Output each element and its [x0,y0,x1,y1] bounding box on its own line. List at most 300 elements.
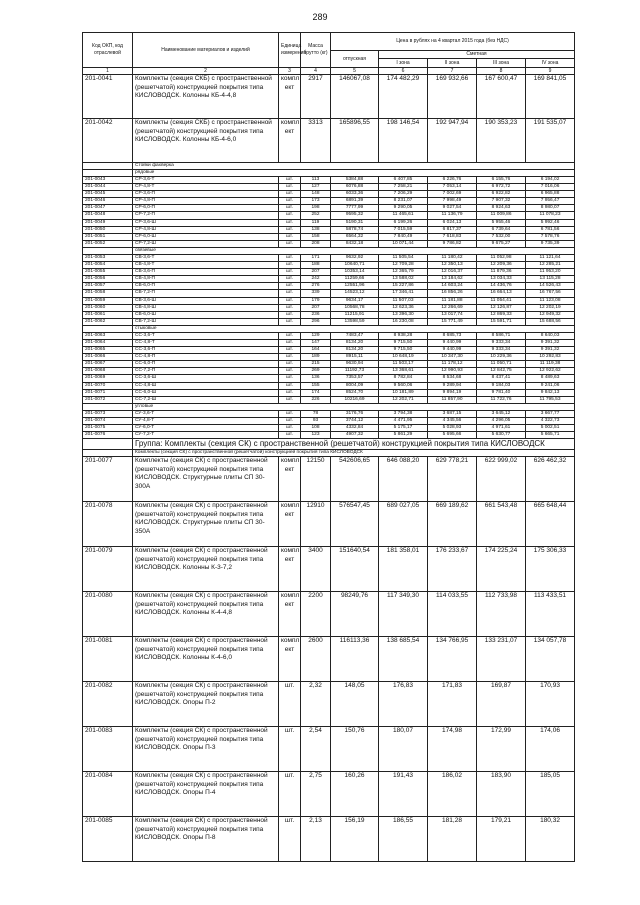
cell-z4: 14 526,43 [526,283,575,290]
cell-mass: 173 [301,198,331,205]
cell-z3: 183,90 [477,772,526,817]
cell-z4: 665 648,44 [526,502,575,547]
cell-z2: 6 024,13 [428,219,477,226]
cell-z2: 12 350,13 [428,262,477,269]
cell-unit: шт. [279,368,301,375]
cell-name: СВ-3,6-Т [133,254,279,261]
table-row [83,254,575,261]
cell-z3: 622 999,02 [477,457,526,502]
table-row [83,347,575,354]
cell-z4: 134 057,78 [526,637,575,682]
table-row [83,212,575,219]
cell-z1: 3 794,38 [379,410,428,417]
cell-name: СВ-3,6-П [133,269,279,276]
cell-z2: 11 180,42 [428,254,477,261]
cell-mass: 276 [301,283,331,290]
cell-unit: шт. [279,262,301,269]
cell-z2: 15 771,49 [428,318,477,325]
cell-z3: 112 733,98 [477,592,526,637]
cell-z4: 626 462,32 [526,457,575,502]
cell-z1: 10 648,19 [379,354,428,361]
cell-mass: 158 [301,233,331,240]
header-name: Наименование материалов и изделий [133,33,279,68]
cell-mass: 2,54 [301,727,331,772]
cell-unit: шт. [279,375,301,382]
cell-otp: 6564,32 [331,233,379,240]
cell-code: 201-0052 [83,240,133,247]
cell-unit: компл ект [279,637,301,682]
cell-z2: 4 345,56 [428,417,477,424]
table-row [83,375,575,382]
cell-unit: шт. [279,354,301,361]
cell-z1: 6 199,26 [379,219,428,226]
cell-z1: 11 503,17 [379,361,428,368]
cell-unit: компл ект [279,502,301,547]
cell-z3: 6 972,72 [477,184,526,191]
cell-unit: шт. [279,311,301,318]
cell-mass: 207 [301,304,331,311]
cell-z4: 185,05 [526,772,575,817]
cell-mass: 119 [301,219,331,226]
cell-z2: 12 016,37 [428,269,477,276]
cell-z4: 175 306,33 [526,547,575,592]
cell-mass: 12150 [301,457,331,502]
cell-otp: 13598,59 [331,318,379,325]
cell-name: СС-3,6-П [133,347,279,354]
cell-otp: 151640,54 [331,547,379,592]
cell-name: СР-3,6-Т [133,177,279,184]
cell-mass: 138 [301,226,331,233]
cell-z4: 11 078,23 [526,212,575,219]
section-label: связевые [133,247,575,254]
cell-name: СУ-3,6-Т [133,410,279,417]
cell-mass: 127 [301,184,331,191]
cell-z2: 13 184,62 [428,276,477,283]
cell-z1: 176,83 [379,682,428,727]
col-index: 8 [477,68,526,75]
cell-mass: 78 [301,410,331,417]
cell-z3: 6 739,64 [477,226,526,233]
cell-mass: 269 [301,368,331,375]
cell-z4: 3 667,77 [526,410,575,417]
cell-name: СС-4,8-Т [133,339,279,346]
table-row [83,547,575,592]
header-zone-2: II зона [428,59,477,68]
cell-z2: 9 289,94 [428,382,477,389]
cell-name: СС-6,0-П [133,361,279,368]
cell-z1: 180,07 [379,727,428,772]
cell-name: Комплекты (секция СКБ) с пространственной (решетчатой) конструкцией покрытия типа КИСЛОВОДСК. Колонны КБ-4-4,8 [133,75,279,119]
cell-z2: 16 856,26 [428,290,477,297]
cell-unit: шт. [279,817,301,862]
cell-z1: 11 507,03 [379,297,428,304]
cell-otp: 11215,91 [331,311,379,318]
cell-code: 201-0071 [83,389,133,396]
cell-name: Комплекты (секция СКБ) с пространственной (решетчатой) конструкцией покрытия типа КИСЛОВОДСК. Колонны КБ-4-6,0 [133,119,279,163]
cell-z2: 174,98 [428,727,477,772]
cell-mass: 339 [301,290,331,297]
header-otp: отпускная [331,51,379,68]
section-title: Стойки фахверка [133,163,575,170]
cell-code: 201-0061 [83,311,133,318]
cell-name: Комплекты (секция СК) с пространственной (решетчатой) конструкцией покрытия типа КИСЛОВОДСК. Структурные плиты СП 30-350А [133,502,279,547]
table-row [83,339,575,346]
cell-z2: 11 857,90 [428,396,477,403]
cell-code: 201-0042 [83,119,133,163]
cell-z2: 134 766,95 [428,637,477,682]
cell-z2: 7 618,83 [428,233,477,240]
cell-otp: 146067,08 [331,75,379,119]
cell-mass: 12910 [301,502,331,547]
cell-z4: 5 002,51 [526,425,575,432]
header-mass: Масса брутто (кг) [301,33,331,68]
cell-unit: компл ект [279,592,301,637]
cell-z4: 8 980,07 [526,205,575,212]
cell-unit: шт. [279,297,301,304]
header-zone-3: III зона [477,59,526,68]
cell-z4: 10 292,83 [526,354,575,361]
cell-unit: шт. [279,389,301,396]
cell-mass: 2,75 [301,772,331,817]
cell-code: 201-0070 [83,382,133,389]
cell-z3: 10 229,36 [477,354,526,361]
table-row [83,361,575,368]
cell-mass: 129 [301,332,331,339]
cell-z1: 7 206,29 [379,191,428,198]
cell-unit: шт. [279,212,301,219]
header-zone-1: I зона [379,59,428,68]
cell-name: СР-7,2-Ш [133,240,279,247]
cell-z3: 4 296,05 [477,417,526,424]
cell-z2: 6 817,37 [428,226,477,233]
cell-z1: 4 471,95 [379,417,428,424]
cell-z1: 7 840,49 [379,233,428,240]
cell-name: СС-7,2-Ш [133,396,279,403]
cell-z2: 14 603,24 [428,283,477,290]
cell-z1: 15 227,86 [379,283,428,290]
cell-z4: 13 115,28 [526,276,575,283]
cell-otp: 10640,71 [331,262,379,269]
column-index-row [83,68,575,75]
cell-z3: 11 879,36 [477,269,526,276]
cell-z4: 7 578,76 [526,233,575,240]
cell-z1: 10 181,89 [379,389,428,396]
table-row [83,682,575,727]
cell-z2: 12 990,93 [428,368,477,375]
cell-z2: 9 786,82 [428,240,477,247]
cell-code: 201-0084 [83,772,133,817]
table-row [83,457,575,502]
cell-unit: шт. [279,254,301,261]
cell-z4: 12 202,19 [526,304,575,311]
cell-z2: 669 189,62 [428,502,477,547]
cell-z3: 9 781,40 [477,389,526,396]
cell-otp: 4332,84 [331,425,379,432]
cell-code: 201-0047 [83,205,133,212]
cell-z4: 12 949,32 [526,311,575,318]
cell-otp: 3744,12 [331,417,379,424]
cell-otp: 6076,88 [331,184,379,191]
table-row [83,311,575,318]
col-index: 1 [83,68,133,75]
cell-z4: 5 992,46 [526,219,575,226]
cell-code: 201-0041 [83,75,133,119]
cell-name: Комплекты (секция СК) с пространственной (решетчатой) конструкцией покрытия типа КИСЛОВОДСК. Колонны К-4-6,0 [133,637,279,682]
cell-z4: 11 123,08 [526,297,575,304]
cell-code: 201-0054 [83,262,133,269]
cell-z2: 8 685,73 [428,332,477,339]
cell-mass: 215 [301,361,331,368]
col-index: 3 [279,68,301,75]
table-row [83,219,575,226]
cell-z3: 9 333,34 [477,347,526,354]
cell-unit: шт. [279,233,301,240]
cell-z2: 9 440,99 [428,347,477,354]
cell-code: 201-0076 [83,432,133,439]
cell-z1: 9 715,50 [379,347,428,354]
cell-z3: 3 645,12 [477,410,526,417]
cell-otp: 3176,76 [331,410,379,417]
cell-otp: 7353,57 [331,375,379,382]
cell-mass: 93 [301,417,331,424]
cell-unit: шт. [279,332,301,339]
cell-name: Комплекты (секция СК) с пространственной (решетчатой) конструкцией покрытия типа КИСЛОВОДСК. Структурные плиты СП 30-300А [133,457,279,502]
cell-z4: 191 535,07 [526,119,575,163]
cell-z3: 4 971,61 [477,425,526,432]
table-row [83,269,575,276]
cell-otp: 116113,36 [331,637,379,682]
table-row [83,198,575,205]
group-title: Группа: Комплекты (секция СК) с пространственной (решетчатой) конструкцией покрытия типа КИСЛОВОДСК [133,439,575,450]
cell-z4: 6 194,02 [526,177,575,184]
cell-code: 201-0081 [83,637,133,682]
table-row [83,184,575,191]
cell-name: Комплекты (секция СК) с пространственной (решетчатой) конструкцией покрытия типа КИСЛОВОДСК. Опоры П-8 [133,817,279,862]
cell-z1: 9 290,05 [379,205,428,212]
cell-z4: 11 953,20 [526,269,575,276]
cell-name: СС-6,0-Ш [133,389,279,396]
cell-name: СС-4,8-Ш [133,382,279,389]
cell-otp: 9630,94 [331,361,379,368]
table-row [83,262,575,269]
cell-otp: 4907,32 [331,432,379,439]
cell-z1: 13 368,61 [379,368,428,375]
cell-z3: 16 664,13 [477,290,526,297]
page-number: 289 [312,12,328,22]
cell-z1: 12 623,36 [379,304,428,311]
cell-mass: 148 [301,191,331,198]
cell-mass: 208 [301,240,331,247]
cell-unit: шт. [279,318,301,325]
cell-z2: 169 932,66 [428,75,477,119]
cell-code: 201-0066 [83,354,133,361]
cell-z4: 113 433,51 [526,592,575,637]
table-row [83,290,575,297]
cell-z3: 8 586,71 [477,332,526,339]
cell-unit: шт. [279,226,301,233]
cell-z3: 7 907,32 [477,198,526,205]
cell-otp: 12551,96 [331,283,379,290]
cell-z1: 13 588,02 [379,276,428,283]
cell-z4: 180,32 [526,817,575,862]
cell-mass: 2600 [301,637,331,682]
cell-unit: компл ект [279,547,301,592]
col-index: 4 [301,68,331,75]
cell-mass: 136 [301,375,331,382]
price-table [82,32,575,862]
cell-name: СУ-7,2-Т [133,432,279,439]
cell-mass: 189 [301,354,331,361]
cell-z1: 12 709,28 [379,262,428,269]
cell-code: 201-0079 [83,547,133,592]
cell-z3: 12 842,75 [477,368,526,375]
cell-mass: 147 [301,339,331,346]
cell-z4: 169 841,05 [526,75,575,119]
table-row [83,382,575,389]
cell-z1: 12 202,71 [379,396,428,403]
cell-otp: 98249,76 [331,592,379,637]
cell-z4: 16 767,56 [526,290,575,297]
cell-z2: 11 181,88 [428,297,477,304]
cell-z3: 5 630,77 [477,432,526,439]
table-row [83,425,575,432]
col-index: 9 [526,68,575,75]
cell-mass: 171 [301,254,331,261]
cell-name: СР-7,2-П [133,212,279,219]
table-row [83,205,575,212]
cell-mass: 2,13 [301,817,331,862]
cell-z3: 9 675,27 [477,240,526,247]
cell-name: СР-3,6-П [133,191,279,198]
cell-z1: 138 685,54 [379,637,428,682]
cell-z3: 12 209,36 [477,262,526,269]
cell-name: СВ-3,6-Ш [133,297,279,304]
cell-name: СВ-7,2-Ш [133,318,279,325]
cell-unit: шт. [279,198,301,205]
cell-z1: 8 938,28 [379,332,428,339]
cell-z2: 181,28 [428,817,477,862]
cell-name: Комплекты (секция СК) с пространственной (решетчатой) конструкцией покрытия типа КИСЛОВОДСК. Опоры П-3 [133,727,279,772]
cell-z4: 15 688,56 [526,318,575,325]
cell-z2: 8 534,68 [428,375,477,382]
cell-otp: 9632,92 [331,254,379,261]
cell-z3: 8 437,41 [477,375,526,382]
cell-z1: 646 088,20 [379,457,428,502]
cell-unit: компл ект [279,119,301,163]
cell-mass: 179 [301,297,331,304]
cell-otp: 7483,47 [331,332,379,339]
cell-z4: 6 781,56 [526,226,575,233]
cell-z1: 174 482,29 [379,75,428,119]
cell-code: 201-0083 [83,727,133,772]
cell-z1: 9 560,06 [379,382,428,389]
table-row [83,727,575,772]
cell-z2: 7 998,49 [428,198,477,205]
cell-code: 201-0073 [83,410,133,417]
cell-code: 201-0062 [83,318,133,325]
cell-z3: 11 722,76 [477,396,526,403]
section-label: угловые [133,403,575,410]
cell-unit: шт. [279,382,301,389]
cell-code: 201-0043 [83,177,133,184]
cell-name: СС-3,6-Т [133,332,279,339]
cell-unit: компл ект [279,75,301,119]
cell-name: СВ-6,0-П [133,283,279,290]
cell-otp: 156,19 [331,817,379,862]
header-price-group: Цена в рублях на 4 квартал 2015 года (без НДС) [331,33,575,51]
cell-z4: 9 735,39 [526,240,575,247]
cell-z4: 6 965,88 [526,191,575,198]
cell-otp: 8004,09 [331,382,379,389]
cell-unit: шт. [279,682,301,727]
cell-unit: шт. [279,304,301,311]
cell-z1: 17 346,41 [379,290,428,297]
cell-mass: 236 [301,311,331,318]
cell-z1: 5 175,17 [379,425,428,432]
cell-code: 201-0067 [83,361,133,368]
cell-otp: 150,76 [331,727,379,772]
cell-z1: 198 146,54 [379,119,428,163]
cell-z2: 5 695,66 [428,432,477,439]
cell-mass: 123 [301,432,331,439]
cell-z1: 689 027,05 [379,502,428,547]
table-row [83,297,575,304]
cell-code: 201-0065 [83,347,133,354]
cell-z2: 7 002,69 [428,191,477,198]
header-unit: Единица измерения [279,33,301,68]
cell-code: 201-0077 [83,457,133,502]
cell-unit: шт. [279,219,301,226]
cell-name: СВ-4,8-Ш [133,304,279,311]
cell-z2: 629 778,21 [428,457,477,502]
cell-unit: шт. [279,425,301,432]
col-index: 7 [428,68,477,75]
cell-code: 201-0058 [83,290,133,297]
cell-unit: шт. [279,417,301,424]
table-row [83,396,575,403]
cell-unit: шт. [279,240,301,247]
cell-unit: шт. [279,283,301,290]
table-row [83,389,575,396]
cell-mass: 198 [301,205,331,212]
cell-z2: 11 178,12 [428,361,477,368]
cell-code: 201-0085 [83,817,133,862]
cell-name: СР-6,0-П [133,205,279,212]
table-row [83,283,575,290]
cell-z2: 176 233,67 [428,547,477,592]
cell-otp: 542606,65 [331,457,379,502]
cell-z2: 7 053,14 [428,184,477,191]
cell-z2: 186,02 [428,772,477,817]
cell-name: СВ-4,8-П [133,276,279,283]
cell-z3: 133 231,07 [477,637,526,682]
cell-mass: 2200 [301,592,331,637]
cell-unit: шт. [279,347,301,354]
cell-z1: 8 231,07 [379,198,428,205]
cell-z4: 174,06 [526,727,575,772]
cell-z3: 11 050,71 [477,361,526,368]
cell-otp: 8134,20 [331,339,379,346]
cell-z2: 11 136,79 [428,212,477,219]
cell-otp: 14523,12 [331,290,379,297]
cell-otp: 11192,73 [331,368,379,375]
cell-z1: 186,55 [379,817,428,862]
cell-z3: 179,21 [477,817,526,862]
cell-mass: 2917 [301,75,331,119]
cell-name: СУ-4,8-Т [133,417,279,424]
cell-otp: 8915,11 [331,354,379,361]
cell-z1: 181 358,01 [379,547,428,592]
